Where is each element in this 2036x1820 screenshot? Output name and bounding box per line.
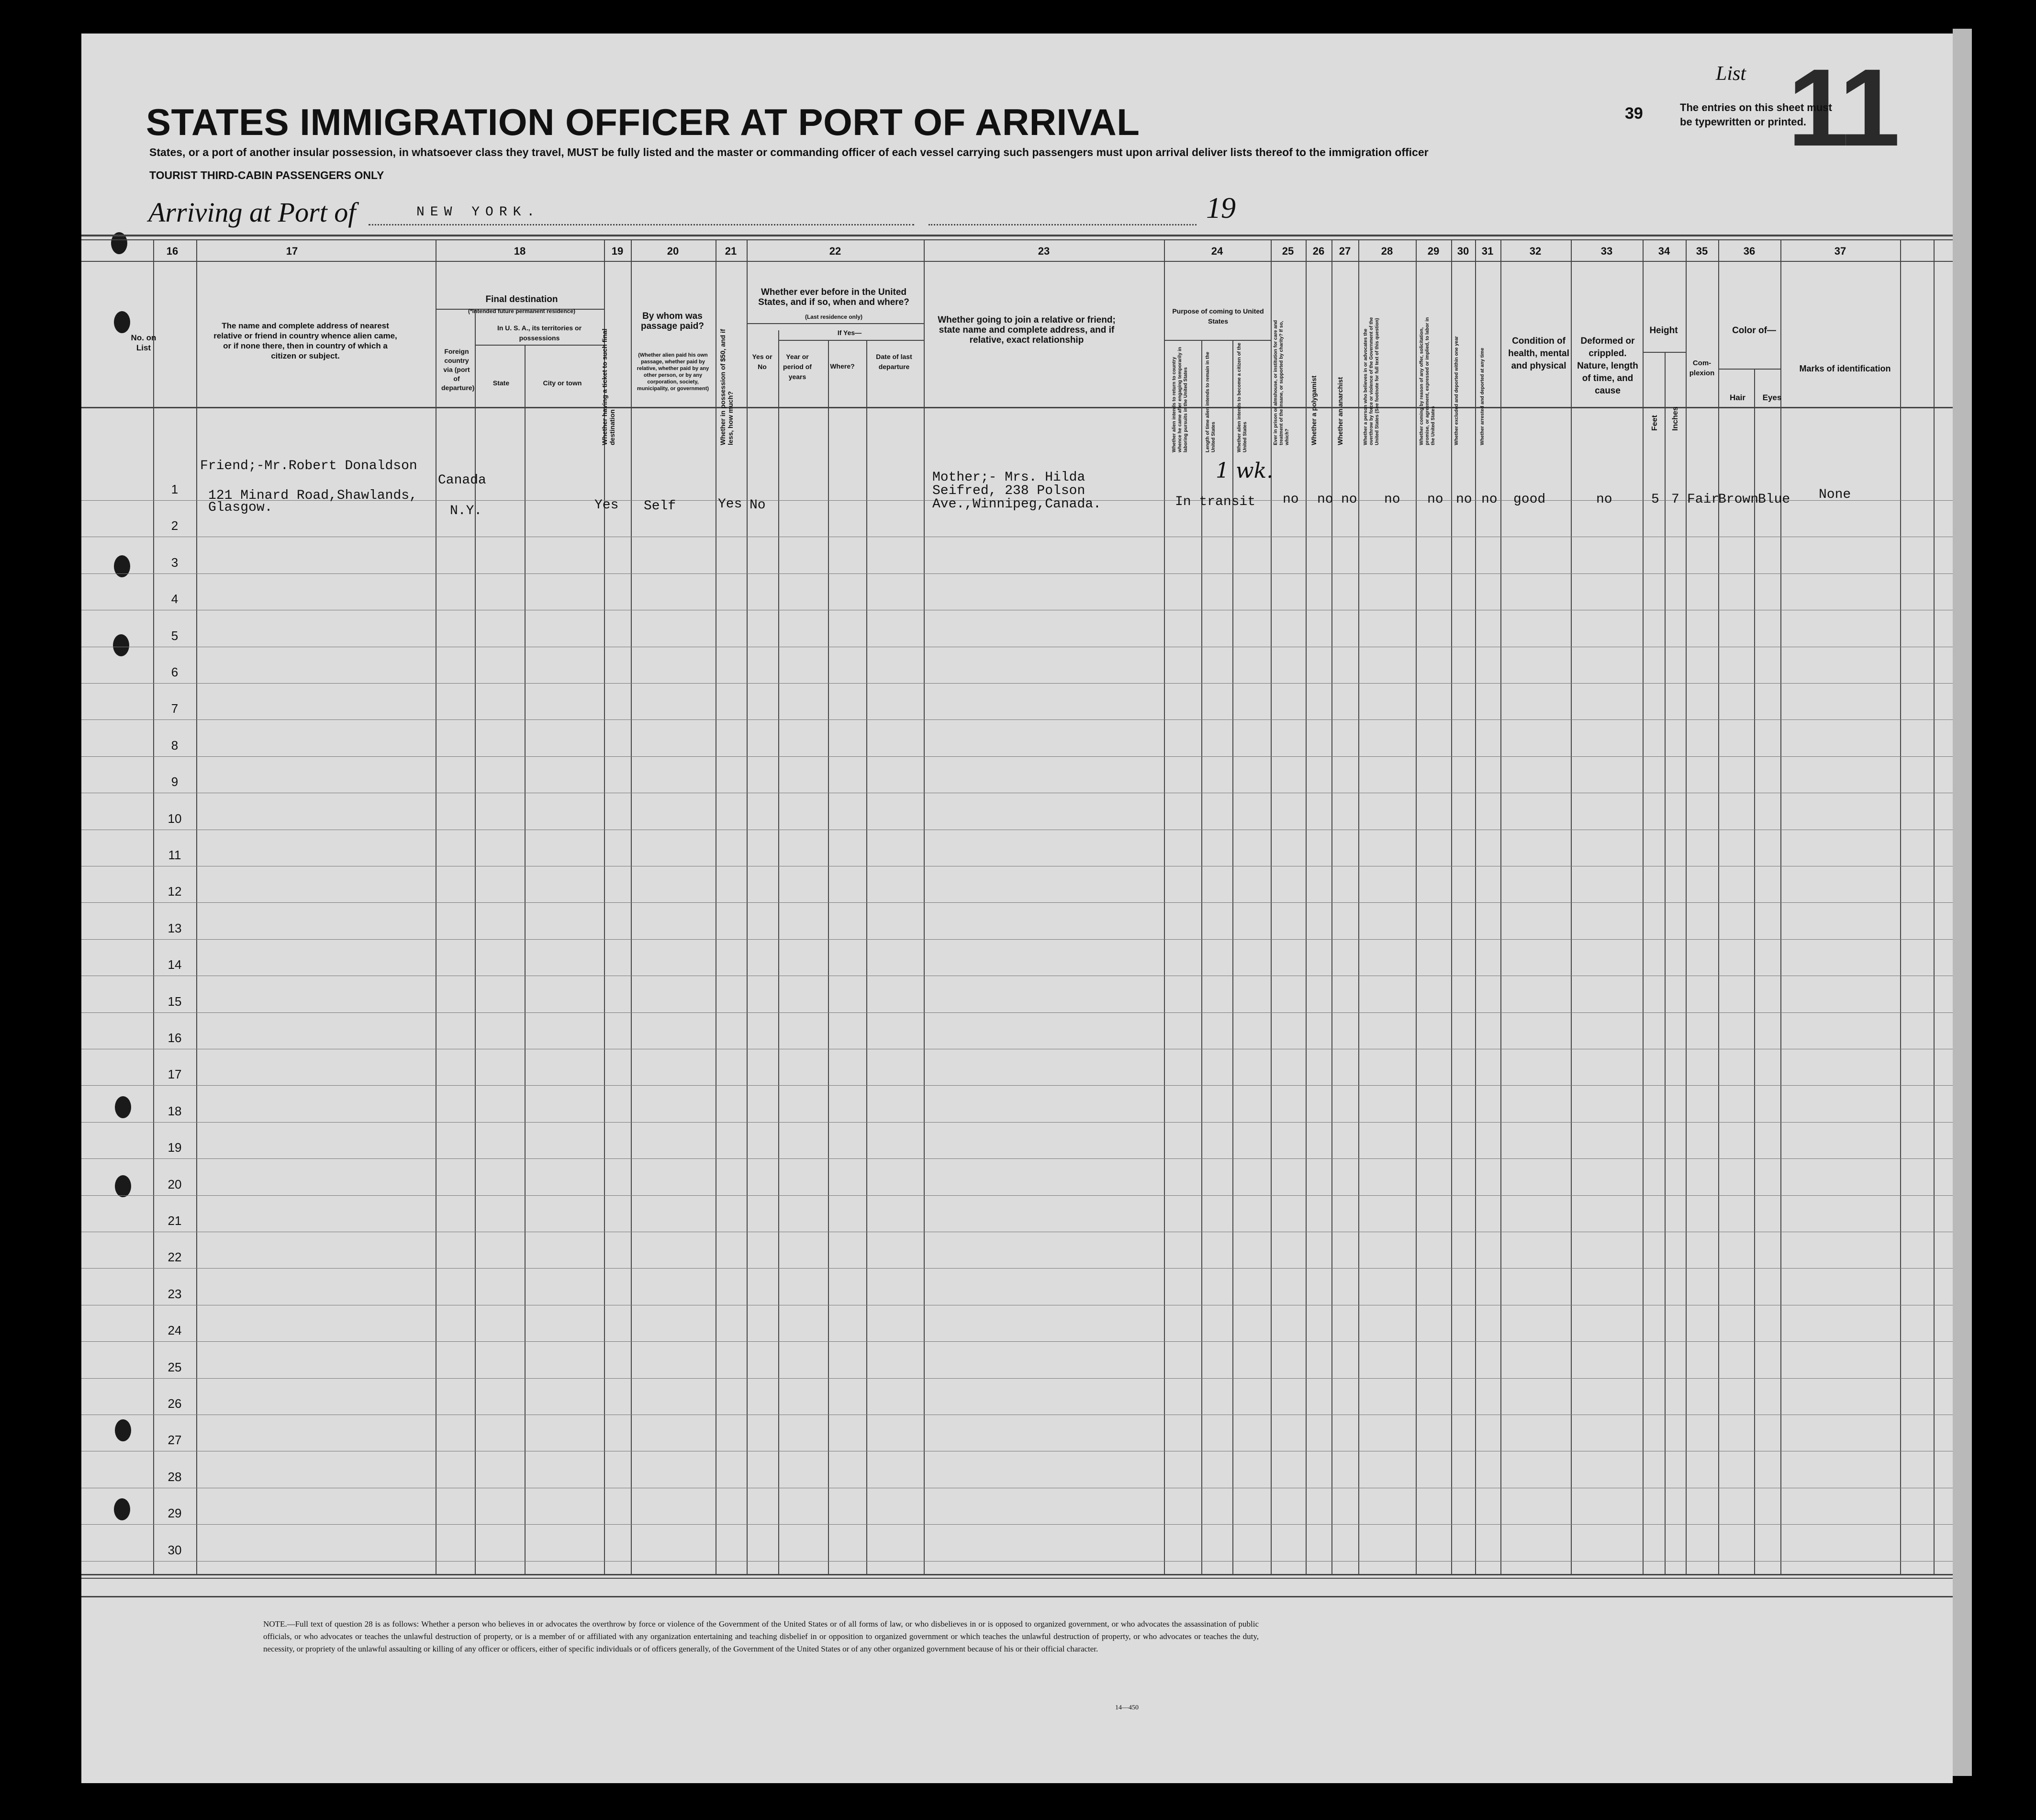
header-c22: Whether ever before in the United States, and if so, when and where? — [758, 287, 909, 307]
purpose-value: In transit — [1175, 494, 1256, 509]
row-number: 13 — [168, 921, 182, 935]
height-inches: 7 — [1671, 492, 1679, 507]
row-rule — [81, 1012, 1953, 1013]
header-c20-note: (Whether alien paid his own passage, whether paid by relative, whether paid by any other person, or by any corporation, society, municipality, or government) — [637, 352, 709, 392]
row-number: 27 — [168, 1433, 182, 1448]
header-c22-yesno: Yes or No — [752, 353, 772, 371]
header-c22-where: Where? — [830, 362, 855, 370]
punch-hole — [115, 1175, 131, 1197]
row-number: 6 — [171, 665, 179, 679]
punch-hole — [115, 1096, 131, 1118]
row-number: 1 — [171, 482, 179, 496]
column-number: 17 — [286, 245, 298, 257]
form-code: 14—450 — [1115, 1704, 1139, 1711]
column-rule — [1686, 239, 1687, 1574]
column-number: 29 — [1427, 245, 1440, 257]
row-rule — [81, 1378, 1953, 1379]
column-rule — [1500, 239, 1501, 1574]
column-number: 27 — [1339, 245, 1351, 257]
row-rule — [81, 719, 1953, 720]
column-number: 28 — [1381, 245, 1393, 257]
relative-line-3: Glasgow. — [208, 500, 273, 515]
header-c22-period: Year or period of years — [783, 353, 812, 381]
table-top-rule — [81, 239, 1953, 240]
column-rule — [1571, 239, 1572, 1574]
punch-hole — [114, 1498, 130, 1520]
row-number: 23 — [168, 1286, 182, 1301]
header-c19: Whether having a ticket to such final destination — [601, 328, 616, 445]
header-c37: Marks of identification — [1799, 364, 1891, 373]
row-rule — [81, 683, 1953, 684]
header-c34-inches: Inches — [1671, 406, 1679, 431]
row-number: 4 — [171, 592, 179, 607]
header-c24: Purpose of coming to United States — [1172, 307, 1264, 325]
join-line-1: Mother;- Mrs. Hilda — [932, 470, 1085, 485]
header-subrule — [81, 261, 1953, 262]
column-rule — [1780, 239, 1781, 1574]
header-c18: Final destination — [485, 294, 558, 304]
column-rule — [1232, 340, 1233, 1574]
row-number: 2 — [171, 518, 179, 533]
column-rule — [1358, 239, 1359, 1574]
c27-value: no — [1341, 492, 1357, 507]
row-number: 3 — [171, 555, 179, 570]
column-number: 25 — [1282, 245, 1294, 257]
table-bottom-rule — [81, 1578, 1953, 1579]
c26-value: no — [1317, 492, 1333, 507]
header-c32: Condition of health, mental and physical — [1508, 336, 1569, 371]
header-c27: Whether an anarchist — [1336, 377, 1344, 445]
column-number: 22 — [829, 245, 841, 257]
foreign-country: Canada — [438, 473, 486, 488]
row-number: 28 — [168, 1469, 182, 1484]
header-c24-b: Length of time alien intends to remain in the United States — [1205, 351, 1216, 452]
row-rule — [81, 1524, 1953, 1525]
column-rule — [1451, 239, 1452, 1574]
health-value: good — [1513, 492, 1546, 507]
column-rule — [1306, 239, 1307, 1574]
row-number: 21 — [168, 1213, 182, 1228]
header-c18-note: (*Intended future permanent residence) — [468, 308, 576, 315]
header-c26: Whether a polygamist — [1310, 375, 1318, 445]
header-c25: Ever in prison or almshouse, or institution for care and treatment of the insane, or supported by charity? If so, which? — [1273, 320, 1290, 445]
column-number: 31 — [1481, 245, 1494, 257]
typewritten-notice: The entries on this sheet must be typewritten or printed. — [1680, 101, 1832, 128]
footer-rule — [81, 1596, 1953, 1597]
row-rule — [81, 1268, 1953, 1269]
column-number: 32 — [1529, 245, 1542, 257]
row-number: 24 — [168, 1323, 182, 1338]
complexion-value: Fair — [1687, 492, 1720, 507]
row-number: 22 — [168, 1250, 182, 1265]
header-c24-a: Whether alien intends to return to country whence he came after engaging temporarily in laboring pursuits in the United States — [1172, 347, 1188, 452]
manifest-page — [81, 34, 1953, 1783]
header-subrule — [778, 340, 924, 341]
list-label: List — [1716, 63, 1746, 85]
has-50-value: Yes — [718, 497, 742, 512]
row-number: 14 — [168, 957, 182, 972]
header-subrule — [1643, 352, 1686, 353]
row-rule — [81, 1122, 1953, 1123]
column-rule — [1271, 239, 1272, 1574]
column-rule — [475, 309, 476, 1574]
column-rule — [1331, 239, 1332, 1574]
row-number: 15 — [168, 994, 182, 1009]
header-subrule — [1164, 340, 1271, 341]
row-number: 25 — [168, 1359, 182, 1374]
column-rule — [828, 340, 829, 1574]
header-c20: By whom was passage paid? — [641, 311, 704, 331]
header-c18-usa: In U. S. A., its territories or possessions — [497, 324, 582, 342]
row-number: 11 — [168, 848, 181, 862]
row-number: 19 — [168, 1140, 182, 1155]
punch-hole — [115, 1419, 131, 1441]
column-number: 26 — [1312, 245, 1325, 257]
column-number: 18 — [514, 245, 526, 257]
table-bottom-rule — [81, 1574, 1953, 1575]
port-of-arrival: NEW YORK. — [416, 205, 541, 220]
row-rule — [81, 1341, 1953, 1342]
column-number: 33 — [1600, 245, 1613, 257]
year-prefix: 19 — [1206, 192, 1236, 225]
column-rule — [1900, 239, 1901, 1574]
row-number: 29 — [168, 1506, 182, 1521]
row-number: 10 — [168, 811, 182, 826]
row-number: 26 — [168, 1396, 182, 1411]
column-number: 20 — [667, 245, 679, 257]
column-rule — [196, 239, 197, 1574]
header-no-on-list: No. on List — [131, 333, 157, 352]
row-rule — [81, 756, 1953, 757]
passenger-class: TOURIST THIRD-CABIN PASSENGERS ONLY — [149, 169, 384, 181]
row-number: 9 — [171, 775, 179, 789]
relative-line-2: 121 Minard Road,Shawlands, — [208, 488, 417, 503]
height-feet: 5 — [1651, 492, 1659, 507]
paid-by-value: Self — [644, 499, 676, 514]
header-c18-city: City or town — [543, 379, 582, 387]
column-rule — [631, 239, 632, 1574]
column-number: 19 — [611, 245, 624, 257]
row-number: 20 — [168, 1177, 182, 1191]
eyes-value: Blue — [1758, 492, 1790, 507]
header-subrule — [475, 345, 604, 346]
footnote-question-28: NOTE.—Full text of question 28 is as follows: Whether a person who believes in or advocates the overthrow by force or violence of the Government of the United States or of all forms of law, or who disbelieves in or is opposed to organized government, or who advocates the assassination of public officials, or who advocates or teaches the unlawful destruction of property, or is a member of or affiliated with any organization entertaining and teaching disbelief in or opposition to organized government or which teaches the unlawful destruction of property, or who advocates or teaches the duty, necessity, or propriety of the unlawful assaulting or killing of any officer or officers, either of specific individuals or of officers generally, of the Government of the United States or of any other organized government because of his or their official character. — [263, 1619, 1259, 1653]
header-c34: Height — [1649, 326, 1678, 336]
header-c34-feet: Feet — [1651, 415, 1659, 431]
header-c36-hair: Hair — [1729, 393, 1746, 402]
handwritten-note: 1 wk. — [1216, 459, 1274, 483]
row-rule — [81, 1085, 1953, 1086]
row-number: 7 — [171, 701, 179, 716]
c30-value: no — [1456, 492, 1472, 507]
page-edge — [1953, 29, 1972, 1776]
date-dotline — [929, 224, 1197, 225]
before-in-us-value: No — [750, 498, 766, 513]
row-number: 30 — [168, 1542, 182, 1557]
column-rule — [1475, 239, 1476, 1574]
header-c30: Whether excluded and deported within one year — [1454, 336, 1459, 445]
header-c29: Whether coming by reason of any offer, solicitation, promise, or agreement, expressed or implied, to labor in the United States — [1419, 317, 1436, 445]
column-rule — [1665, 352, 1666, 1574]
notice-number: 39 — [1625, 104, 1643, 123]
column-number: 21 — [725, 245, 737, 257]
column-number: 37 — [1834, 245, 1846, 257]
header-c22-ifyes: If Yes— — [837, 329, 862, 337]
row-rule — [81, 1195, 1953, 1196]
column-number: 34 — [1658, 245, 1670, 257]
header-c24-c: Whether alien intends to become a citizen of the United States — [1237, 343, 1248, 452]
row-rule — [81, 902, 1953, 903]
header-subrule — [747, 323, 924, 324]
punch-hole — [114, 311, 130, 333]
join-line-2: Seifred, 238 Polson — [932, 483, 1085, 498]
column-rule — [778, 330, 779, 1574]
arriving-label: Arriving at Port of — [148, 197, 356, 228]
header-c35: Com-plexion — [1689, 359, 1715, 377]
table-top-rule — [81, 235, 1953, 236]
column-number: 30 — [1457, 245, 1469, 257]
row-number: 8 — [171, 738, 179, 753]
marks-value: None — [1819, 487, 1851, 502]
column-rule — [1718, 239, 1719, 1574]
column-rule — [525, 345, 526, 1574]
column-number: 36 — [1743, 245, 1756, 257]
header-c36: Color of— — [1732, 326, 1776, 336]
column-rule — [1754, 369, 1755, 1574]
header-subrule — [1718, 369, 1780, 370]
header-c33: Deformed or crippled. Nature, length of time, and cause — [1577, 336, 1638, 396]
column-rule — [747, 239, 748, 1574]
row-number: 5 — [171, 628, 179, 643]
row-number: 12 — [168, 884, 182, 899]
column-rule — [924, 239, 925, 1574]
row-rule — [81, 939, 1953, 940]
row-number: 18 — [168, 1103, 182, 1118]
column-rule — [1201, 340, 1202, 1574]
column-number: 24 — [1211, 245, 1223, 257]
row-number: 16 — [168, 1031, 182, 1045]
column-number: 35 — [1696, 245, 1708, 257]
column-rule — [1416, 239, 1417, 1574]
column-rule — [153, 239, 154, 1574]
ticket-value: Yes — [594, 498, 619, 513]
header-c18-foreign: Foreign country via (port of departure) — [441, 348, 475, 392]
column-rule — [1934, 239, 1935, 1574]
header-c28: Whether a person who believes in or advocates the overthrow by force or violence of the Government of the United States (See footnote for full text of this question) — [1363, 317, 1380, 445]
list-number: 11 — [1788, 46, 1897, 169]
header-c17: The name and complete address of nearest relative or friend in country whence alien came, or if none there, then in country of which a citizen or subject. — [213, 321, 397, 360]
punch-hole — [113, 634, 129, 656]
column-number: 16 — [166, 245, 179, 257]
header-c31: Whether arrested and deported at any time — [1480, 348, 1485, 445]
column-rule — [1164, 239, 1165, 1574]
relative-line-1: Friend;-Mr.Robert Donaldson — [200, 459, 417, 473]
form-subtitle: States, or a port of another insular possession, in whatsoever class they travel, MUST be fully listed and the master or commanding officer of each vessel carrying such passengers must upon arrival deliver lists thereof to the immigration officer — [149, 146, 1429, 158]
form-title: STATES IMMIGRATION OFFICER AT PORT OF ARRIVAL — [146, 101, 1140, 143]
header-c23: Whether going to join a relative or friend; state name and complete address, and if relative, exact relationship — [938, 315, 1116, 345]
header-c21: Whether in possession of $50, and if less, how much? — [719, 329, 734, 445]
column-rule — [1643, 239, 1644, 1574]
header-c18-state: State — [492, 379, 510, 387]
destination-state: N.Y. — [450, 504, 482, 518]
join-line-3: Ave.,Winnipeg,Canada. — [932, 497, 1101, 512]
c29-value: no — [1427, 492, 1443, 507]
hair-value: Brown — [1718, 492, 1759, 507]
header-c22-note: (Last residence only) — [805, 314, 863, 320]
row-rule — [81, 573, 1953, 574]
header-c36-eyes: Eyes — [1762, 393, 1782, 402]
c25-value: no — [1283, 492, 1299, 507]
c31-value: no — [1481, 492, 1498, 507]
row-number: 17 — [168, 1067, 182, 1082]
deformed-value: no — [1596, 492, 1612, 507]
port-dotline — [369, 224, 914, 225]
c28-value: no — [1384, 492, 1400, 507]
punch-hole — [114, 555, 130, 577]
header-c22-date: Date of last departure — [876, 353, 912, 371]
column-number: 23 — [1038, 245, 1050, 257]
column-rule — [866, 340, 867, 1574]
row-rule — [81, 1158, 1953, 1159]
row-rule — [81, 1561, 1953, 1562]
